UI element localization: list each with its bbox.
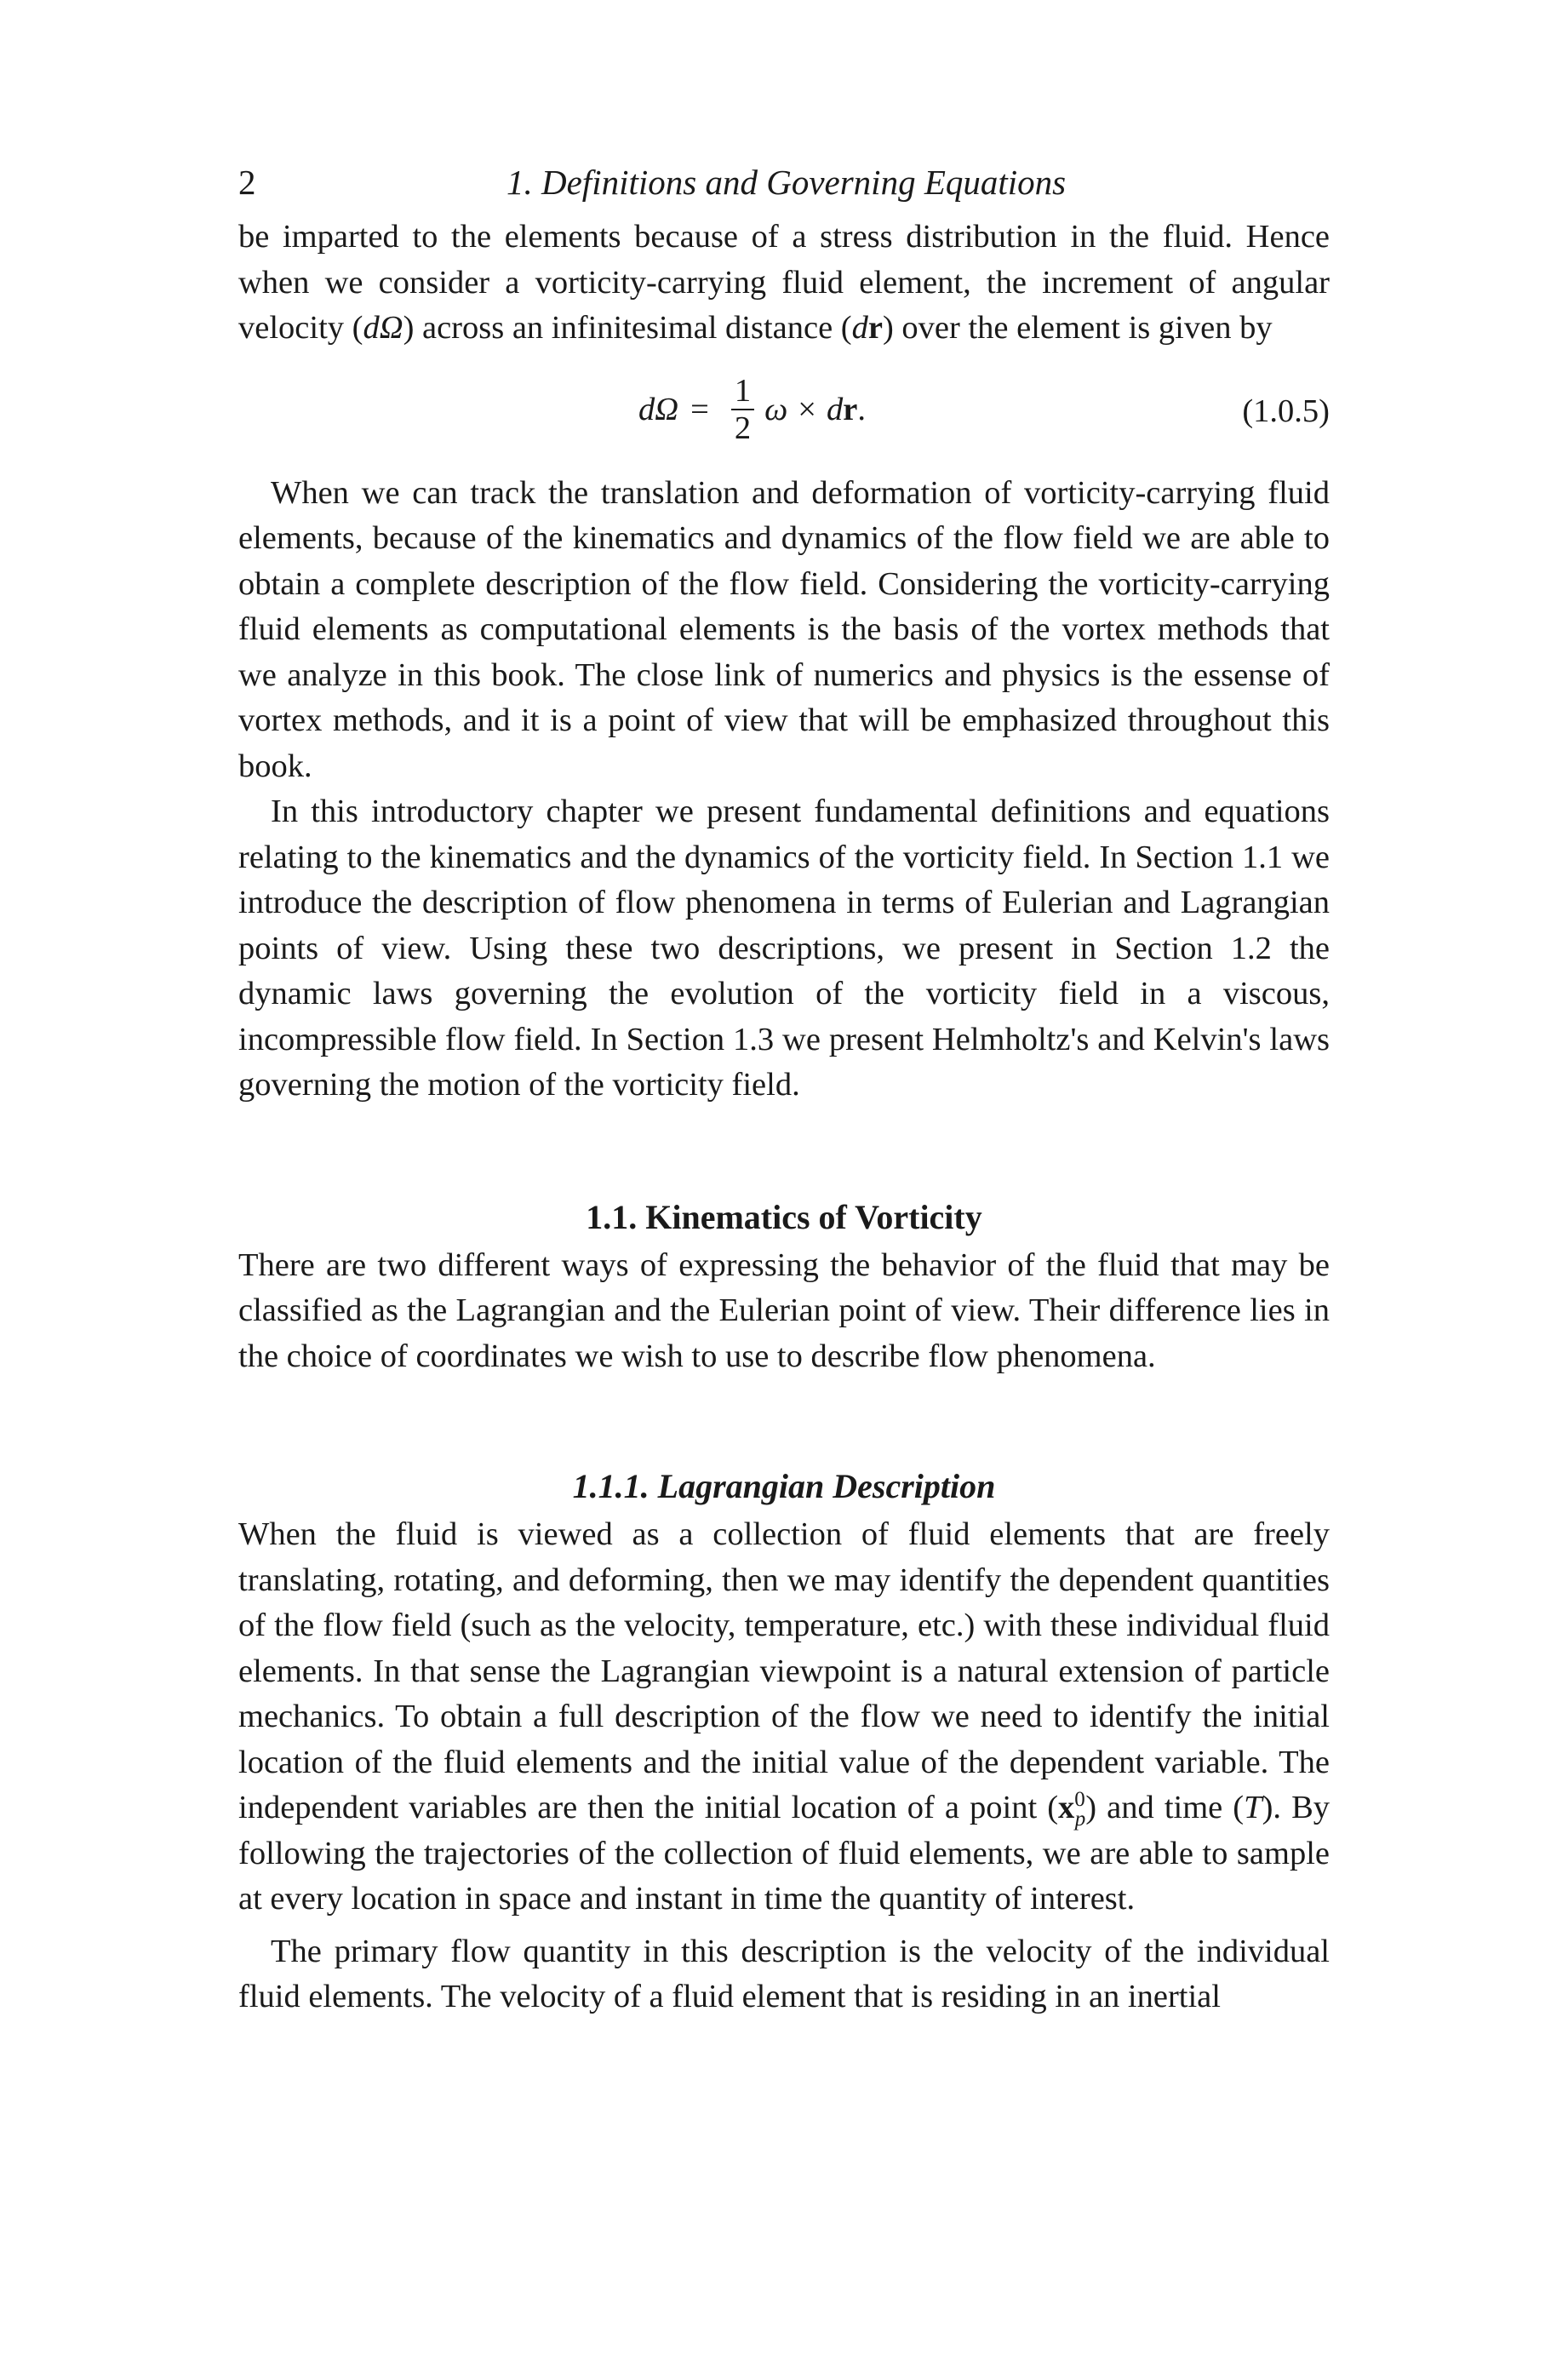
- symbol-x-subscript: p: [1074, 1807, 1086, 1831]
- paragraph-introduction: In this introductory chapter we present fundamental definitions and equations relating to the kinematics and the dynamics of the vorticity field. In Section 1.1 we introduce the description of flow phenomena in terms of Eulerian and Lagrangian points of view. Using these two descriptions, we present in Section 1.2 the dynamic laws governing the evolution of the vorticity field in a viscous, incompressible flow field. In Section 1.3 we present Helmholtz's and Kelvin's laws governing the motion of the vorticity field.: [238, 794, 1330, 1103]
- book-page: [238, 145, 1330, 2020]
- para1-text-c: ) over the element is given by: [882, 310, 1273, 346]
- eq-omega: ω: [764, 391, 788, 427]
- lagrangian-text-a: When the fluid is viewed as a collection of fluid elements that are freely translating, rotating, and deforming, then we may identify the dependent quantities of the flow field (such as the velocity, temperature, etc.) with these individual fluid elements. In that sense the Lagrangian viewpoint is a natural extension of particle mechanics. To obtain a full description of the flow we need to identify the initial location of the fluid elements and the initial value of the dependent variable. The independent variables are then the initial location of a point (: [238, 1516, 1330, 1825]
- eq-lhs: dΩ: [638, 391, 679, 427]
- eq-period: .: [857, 391, 866, 427]
- symbol-t: T: [1244, 1790, 1262, 1825]
- subsection-heading-1-1-1: 1.1.1. Lagrangian Description: [572, 1467, 996, 1505]
- lagrangian-text-c: ). By following the trajectories of the collection of fluid elements, we are able to sample at every location in space and instant in time the quantity of interest.: [238, 1790, 1330, 1917]
- paragraph-tracking: When we can track the translation and deformation of vorticity-carrying fluid elements, because of the kinematics and dynamics of the flow field we are able to obtain a complete description of the flow field. Considering the vorticity-carrying fluid elements as computational elements is the basis of the vortex methods that we analyze in this book. The close link of numerics and physics is the essense of vortex methods, and it is a point of view that will be emphasized throughout this book.: [238, 474, 1330, 784]
- symbol-x-vector: x: [1058, 1790, 1075, 1825]
- eq-r: r: [843, 391, 858, 427]
- section-heading-1-1: 1.1. Kinematics of Vorticity: [586, 1197, 982, 1236]
- symbol-d: d: [851, 310, 868, 346]
- running-head: [238, 145, 1330, 204]
- eq-equals: =: [690, 391, 709, 427]
- para1-text-b: ) across an infinitesimal distance (: [403, 310, 852, 346]
- paragraph-velocity: The primary flow quantity in this description is the velocity of the individual fluid elements. The velocity of a fluid element that is residing in an inertial: [238, 1933, 1330, 2014]
- symbol-r-vector: r: [867, 310, 883, 346]
- equation-1-0-5: [238, 352, 1330, 471]
- eq-numerator: 1: [731, 373, 754, 410]
- symbol-x-superscript: 0: [1074, 1788, 1085, 1812]
- eq-denominator: 2: [734, 410, 752, 446]
- para1-text-a: be imparted to the elements because of a stress distribution in the fluid. Hence when we consider a vorticity-carrying fluid element, the increment of angular velocity (: [238, 219, 1330, 346]
- lagrangian-text-b: ) and time (: [1085, 1790, 1245, 1825]
- eq-times: ×: [798, 391, 816, 427]
- running-title: 1. Definitions and Governing Equations: [506, 163, 1067, 202]
- paragraph-kinematics: There are two different ways of expressing the behavior of the fluid that may be classified as the Lagrangian and the Eulerian point of view. Their difference lies in the choice of coordinates we wish to use to describe flow phenomena.: [238, 1246, 1330, 1374]
- paragraph-lagrangian: [238, 1512, 1330, 1922]
- equation-body: [638, 367, 866, 452]
- symbol-d-omega: dΩ: [363, 310, 403, 346]
- paragraph-stress-distribution: [238, 215, 1330, 352]
- equation-number: (1.0.5): [1242, 392, 1330, 429]
- eq-d: d: [826, 391, 844, 427]
- page-number: 2: [238, 163, 256, 202]
- eq-fraction: [731, 373, 754, 446]
